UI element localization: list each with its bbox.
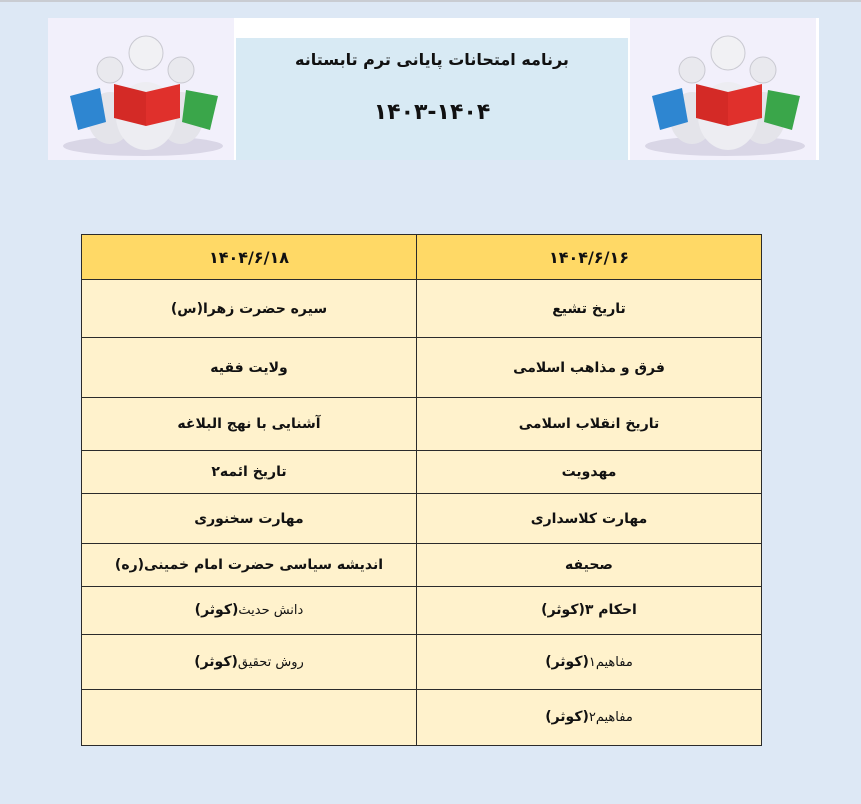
course-name: مفاهیم۲ (588, 710, 633, 726)
table-row (82, 493, 762, 543)
exam-cell: فرق و مذاهب اسلامی (417, 337, 762, 397)
table-row (82, 544, 762, 586)
date-header: ۱۴۰۴/۶/۱۶ (417, 235, 762, 280)
exam-cell (82, 586, 417, 634)
exam-cell: مهدویت (417, 450, 762, 493)
reading-group-icon (48, 18, 234, 160)
exam-cell (82, 635, 417, 689)
exam-cell: اندیشه سیاسی حضرت امام خمینی(ره) (82, 544, 417, 586)
reading-group-icon (630, 18, 816, 160)
table-row (82, 586, 762, 634)
course-name: روش تحقیق (237, 654, 304, 670)
course-tag: (کوثر) (194, 602, 239, 619)
table-row (82, 337, 762, 397)
exam-cell: تاریخ تشیع (417, 280, 762, 337)
date-header: ۱۴۰۴/۶/۱۸ (82, 235, 417, 280)
table-row (82, 280, 762, 337)
exam-schedule-table (81, 234, 762, 746)
title-panel (236, 38, 628, 160)
exam-cell: آشنایی با نهج البلاغه (82, 398, 417, 450)
page-title: برنامه امتحانات پایانی ترم تابستانه (295, 50, 569, 69)
exam-cell: ولایت فقیه (82, 337, 417, 397)
exam-cell: تاریخ انقلاب اسلامی (417, 398, 762, 450)
course-tag: (کوثر) (541, 602, 585, 619)
exam-cell (417, 689, 762, 746)
top-divider (0, 0, 861, 2)
exam-cell: مهارت کلاسداری (417, 493, 762, 543)
exam-cell (417, 635, 762, 689)
course-tag: (کوثر) (545, 709, 589, 726)
exam-cell: مهارت سخنوری (82, 493, 417, 543)
table-row (82, 450, 762, 493)
table-row (82, 398, 762, 450)
exam-cell: تاریخ ائمه۲ (82, 450, 417, 493)
course-name: مفاهیم۱ (588, 654, 633, 670)
exam-cell (417, 586, 762, 634)
course-tag: (کوثر) (545, 653, 589, 670)
course-name: دانش حدیث (238, 603, 304, 619)
academic-year: ۱۴۰۳-۱۴۰۴ (373, 100, 491, 125)
table-row (82, 635, 762, 689)
course-tag: (کوثر) (194, 653, 238, 670)
table-row (82, 689, 762, 746)
exam-cell: سیره حضرت زهرا(س) (82, 280, 417, 337)
course-name: احکام ۳ (584, 602, 637, 619)
table-header-row (82, 235, 762, 280)
exam-cell: صحیفه (417, 544, 762, 586)
exam-cell (82, 689, 417, 746)
